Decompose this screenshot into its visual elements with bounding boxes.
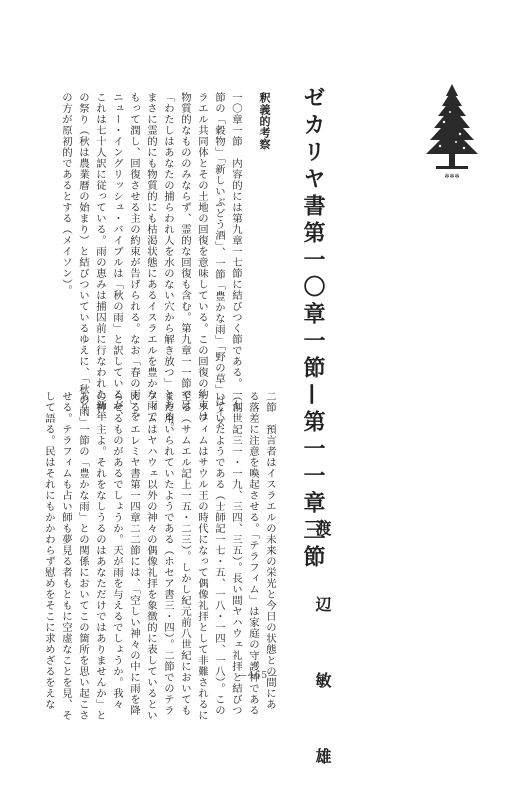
author-name: 渡 辺 敏 雄 — [313, 520, 332, 786]
paragraph-line: いていたようである（士師記一七・五、一八・一四、一八）。この — [213, 391, 225, 716]
paragraph-line: ニュー・イングリッシュ・バイブルは「秋の雨」と訳しているが、 — [111, 92, 123, 422]
section-heading: 釈義的考察 — [258, 92, 271, 150]
paragraph-line: の神、主よ。それをなしうるのはあなただけではありませんか」と — [94, 391, 106, 721]
paragraph-line: まさに霊的にも物質的にも枯渇状態にあるイスラエルを豊かな雨で — [145, 92, 157, 422]
paragraph-line: の祭り（秋は農業暦の始まり）と結びついているゆえに、「秋の雨」 — [77, 92, 89, 428]
page-number: —465— — [237, 671, 279, 681]
paragraph-line: せる。テラフィムも占い師も夢見る者もともに空虚なことを見、そ — [60, 391, 72, 721]
tree-emblem-icon — [420, 82, 484, 182]
paragraph-line: らせるものがあるでしょうか。天が雨を与えるでしょうか。我々 — [111, 391, 123, 710]
paragraph-line: 二節 預言者はイスラエルの未来の栄光と今日の状態との間にあ — [264, 391, 276, 710]
paragraph-line: る落差に注意を喚起させる。「テラフィム」は家庭の守護神である — [247, 391, 259, 716]
commentary-section — [56, 92, 273, 433]
paragraph-line: 一〇章一節 内容的には第九章一七節に結びつく節である。一七 — [230, 92, 242, 411]
paragraph-line: もって潤し、回復させる主の約束が告げられる。なお「春の雨」を — [128, 92, 140, 422]
paragraph-line: 節の「穀物」「新しいぶどう酒」、一節「豊かな雨」「野の草」はイス — [213, 92, 225, 429]
paragraph-line: ラエル共同体とその土地の回復を意味している。この回復の約束は — [196, 92, 208, 422]
paragraph-line: して語る。民はそれにもかかわらず慰めをそこに求めざるをえな — [43, 391, 55, 710]
paragraph-line: あり、一節の「豊かな雨」との関係においてこの箇所を思い起こさ — [77, 391, 89, 721]
svg-text:✻✻✻: ✻✻✻ — [444, 173, 460, 180]
paragraph-line: これは七十人訳に従っている。雨の恵みは捕囚前に行なわれた新年 — [94, 92, 106, 422]
paragraph-line: 至る（サムエル記上一五・二三）。しかし紀元前八世紀においても — [179, 391, 191, 716]
article-title: ゼカリヤ書第一〇章一節—第一一章三節 — [300, 86, 326, 572]
paragraph-line: 「わたしはあなたの捕らわれ人を水のない穴から解き放つ」とある。 — [162, 92, 174, 433]
paragraph-line: フィムはヤハウェ以外の神々の偶像礼拝を象徴的に表しているとい — [145, 391, 157, 721]
paragraph-line: まだ用いられていたようである（ホセア書三・四）。二節でのテラ — [162, 391, 174, 716]
paragraph-line: テラフィムはサウル王の時代になって偶像礼拝として非難されるに — [196, 391, 208, 721]
paragraph-line: える。エレミヤ書第一四章二二節には、「空しい神々の中に雨を降 — [128, 391, 140, 716]
paragraph-line: 物質的なもののみならず、霊的な回復も含む。第九章一一節では — [179, 92, 191, 411]
paragraph-line: （創世記三一・一九、三四、三五）。長い間ヤハウェ礼拝と結びつ — [230, 391, 242, 716]
paragraph-line: の方が原初的であるとする（メイソン）。 — [60, 92, 72, 296]
